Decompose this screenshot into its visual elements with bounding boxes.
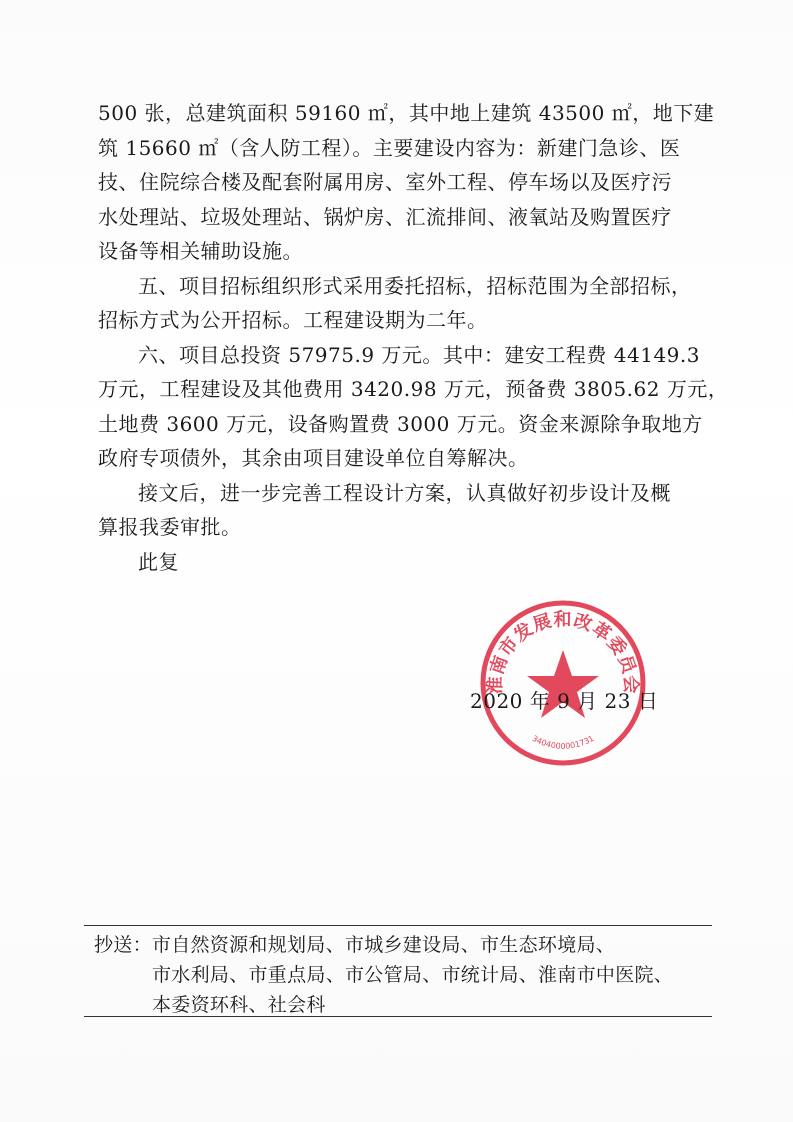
- cc-label: 抄送：: [94, 934, 152, 956]
- text-line: 设备等相关辅助设施。: [98, 239, 303, 263]
- text-line: 500 张，总建筑面积 59160 ㎡，其中地上建筑 43500 ㎡，地下建: [98, 101, 715, 125]
- text-line: 技、住院综合楼及配套附属用房、室外工程、停车场以及医疗污: [98, 170, 672, 194]
- text-line: 接文后，进一步完善工程设计方案，认真做好初步设计及概: [138, 480, 671, 505]
- cc-recipients-3: 本委资环科、社会科: [152, 994, 326, 1016]
- paragraph-investment: [98, 338, 729, 476]
- seal-code: [531, 734, 596, 751]
- divider-top: [84, 925, 712, 926]
- issue-date: 2020 年 9 月 23 日: [470, 689, 659, 713]
- text-line: 土地费 3600 万元，设备购置费 3000 万元。资金来源除争取地方: [98, 411, 703, 436]
- cc-line-first: [94, 930, 673, 960]
- cc-list: [94, 930, 673, 1020]
- cc-recipients-2: 市水利局、市重点局、市公管局、市统计局、淮南市中医院、: [152, 964, 674, 986]
- paragraph-bidding: [98, 269, 698, 338]
- text-line: 算报我委审批。: [98, 515, 242, 539]
- divider-bottom: [84, 1016, 712, 1017]
- paragraph-closing: [98, 545, 698, 580]
- seal-text-path: 淮南市发展和改革委员会: [484, 609, 642, 695]
- official-seal-icon: [478, 598, 648, 768]
- paragraph-next-steps: [98, 476, 698, 545]
- text-line: 万元，工程建设及其他费用 3420.98 万元，预备费 3805.62 万元，: [98, 377, 729, 401]
- text-line: 六、项目总投资 57975.9 万元。其中：建安工程费 44149.3: [138, 342, 700, 367]
- document-body: [98, 96, 729, 579]
- closing-text: 此复: [138, 549, 179, 574]
- text-line: 五、项目招标组织形式采用委托招标，招标范围为全部招标，: [138, 273, 692, 298]
- text-line: 招标方式为公开招标。工程建设期为二年。: [98, 308, 488, 332]
- paragraph-construction-scope: [98, 96, 715, 269]
- text-line: 筑 15660 ㎡（含人防工程）。主要建设内容为：新建门急诊、医: [98, 135, 681, 160]
- cc-recipients-1: 市自然资源和规划局、市城乡建设局、市生态环境局、: [151, 934, 616, 956]
- text-line: 水处理站、垃圾处理站、锅炉房、汇流排间、液氧站及购置医疗: [98, 204, 672, 229]
- seal-code-path: 3404000001731: [530, 733, 596, 751]
- text-line: 政府专项债外，其余由项目建设单位自筹解决。: [98, 446, 529, 470]
